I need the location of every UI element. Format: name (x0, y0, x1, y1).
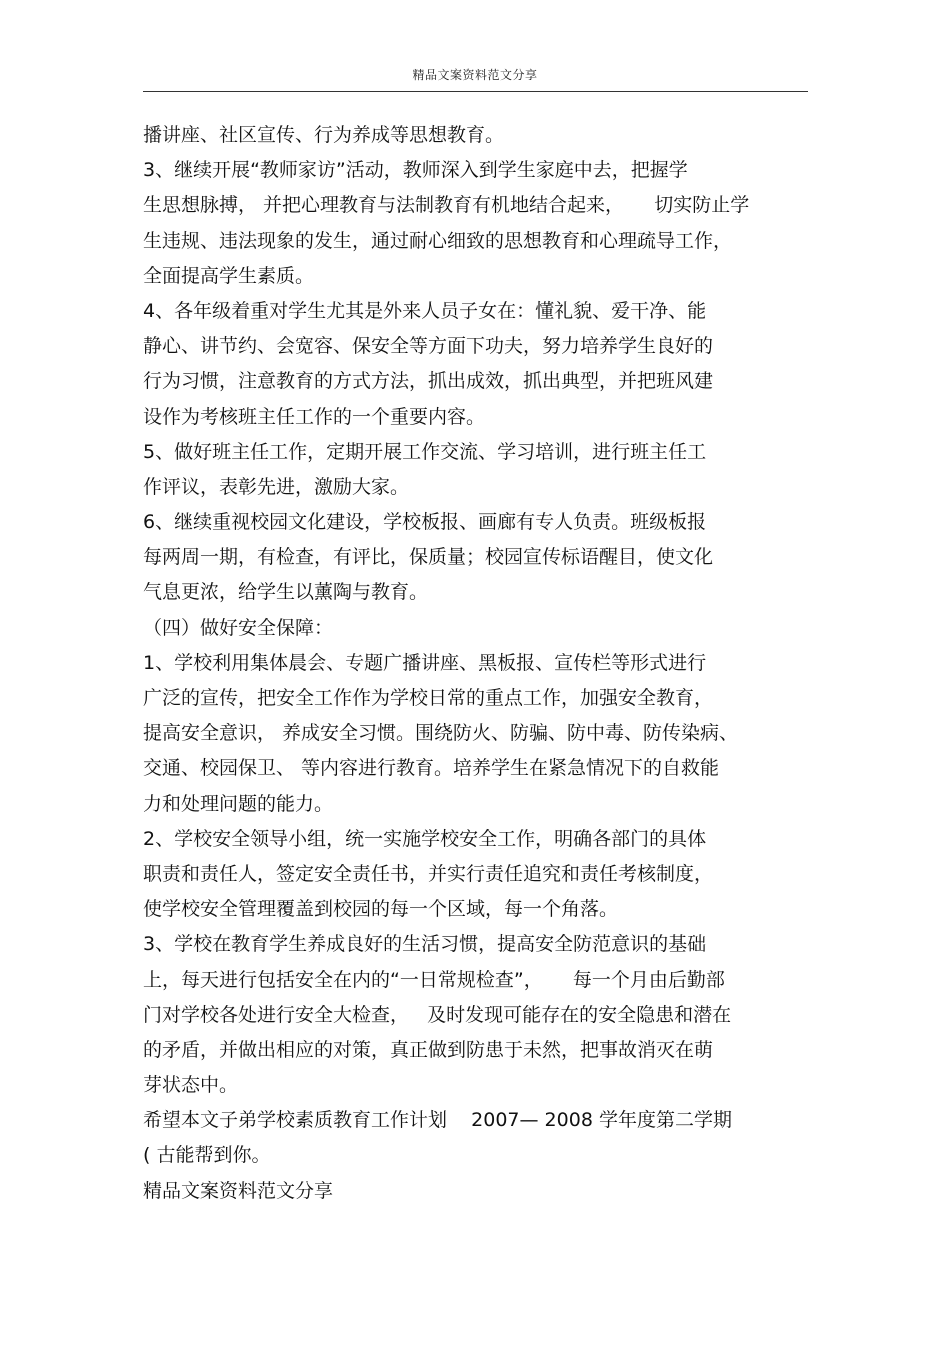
text-line: 播讲座、社区宣传、行为养成等思想教育。 (143, 124, 505, 146)
document-body (143, 118, 823, 1209)
text-line: 生违规、违法现象的发生，通过耐心细致的思想教育和心理疏导工作， (143, 229, 733, 252)
text-line: 提高安全意识， 养成安全习惯。围绕防火、防骗、防中毒、防传染病、 (143, 722, 739, 745)
text-line: 行为习惯，注意教育的方式方法，抓出成效，抓出典型，并把班风建 (143, 370, 714, 393)
header-rule (143, 91, 808, 92)
text-line: 4、各年级着重对学生尤其是外来人员子女在：懂礼貌、爱干净、能 (143, 299, 707, 322)
text-line: 5、做好班主任工作，定期开展工作交流、学习培训，进行班主任工 (143, 440, 707, 463)
text-line: 3、学校在教育学生养成良好的生活习惯，提高安全防范意识的基础 (143, 933, 707, 956)
text-line: 上，每天进行包括安全在内的“一日常规检查”， 每一个月由后勤部 (143, 968, 725, 991)
text-line: 2、学校安全领导小组，统一实施学校安全工作，明确各部门的具体 (143, 827, 707, 850)
text-line: 的矛盾，并做出相应的对策，真正做到防患于未然，把事故消灭在萌 (143, 1038, 714, 1061)
text-line: 交通、校园保卫、 等内容进行教育。培养学生在紧急情况下的自救能 (143, 757, 720, 780)
page-header: 精品文案资料范文分享 (412, 68, 538, 82)
text-line: 1、学校利用集体晨会、专题广播讲座、黑板报、宣传栏等形式进行 (143, 651, 707, 674)
text-line: 生思想脉搏， 并把心理教育与法制教育有机地结合起来， 切实防止学 (143, 194, 750, 217)
text-line: 全面提高学生素质。 (143, 264, 315, 287)
text-line: 希望本文子弟学校素质教育工作计划 2007— 2008 学年度第二学期 (143, 1109, 732, 1132)
section-heading: （四）做好安全保障： (143, 616, 334, 639)
text-line: 作评议，表彰先进，激励大家。 (143, 475, 410, 498)
text-line: 设作为考核班主任工作的一个重要内容。 (143, 405, 486, 428)
text-line: 每两周一期，有检查，有评比，保质量；校园宣传标语醒目，使文化 (143, 546, 714, 569)
text-line: 职责和责任人，签定安全责任书，并实行责任追究和责任考核制度， (143, 862, 714, 885)
text-line: 门对学校各处进行安全大检查， 及时发现可能存在的安全隐患和潜在 (143, 1003, 732, 1026)
text-line: 6、继续重视校园文化建设，学校板报、画廊有专人负责。班级板报 (143, 511, 707, 534)
text-line: ( 古能帮到你。 (143, 1144, 271, 1167)
text-line: 力和处理问题的能力。 (143, 792, 334, 815)
text-line: 气息更浓，给学生以薰陶与教育。 (143, 581, 429, 604)
text-line: 使学校安全管理覆盖到校园的每一个区域，每一个角落。 (143, 898, 619, 921)
text-line: 静心、讲节约、会宽容、保安全等方面下功夫，努力培养学生良好的 (143, 335, 714, 358)
footer-text: 精品文案资料范文分享 (143, 1179, 334, 1202)
text-line: 芽状态中。 (143, 1074, 239, 1097)
text-line: 3、继续开展“教师家访”活动，教师深入到学生家庭中去，把握学 (143, 159, 688, 182)
text-line: 广泛的宣传，把安全工作作为学校日常的重点工作，加强安全教育， (143, 687, 714, 709)
